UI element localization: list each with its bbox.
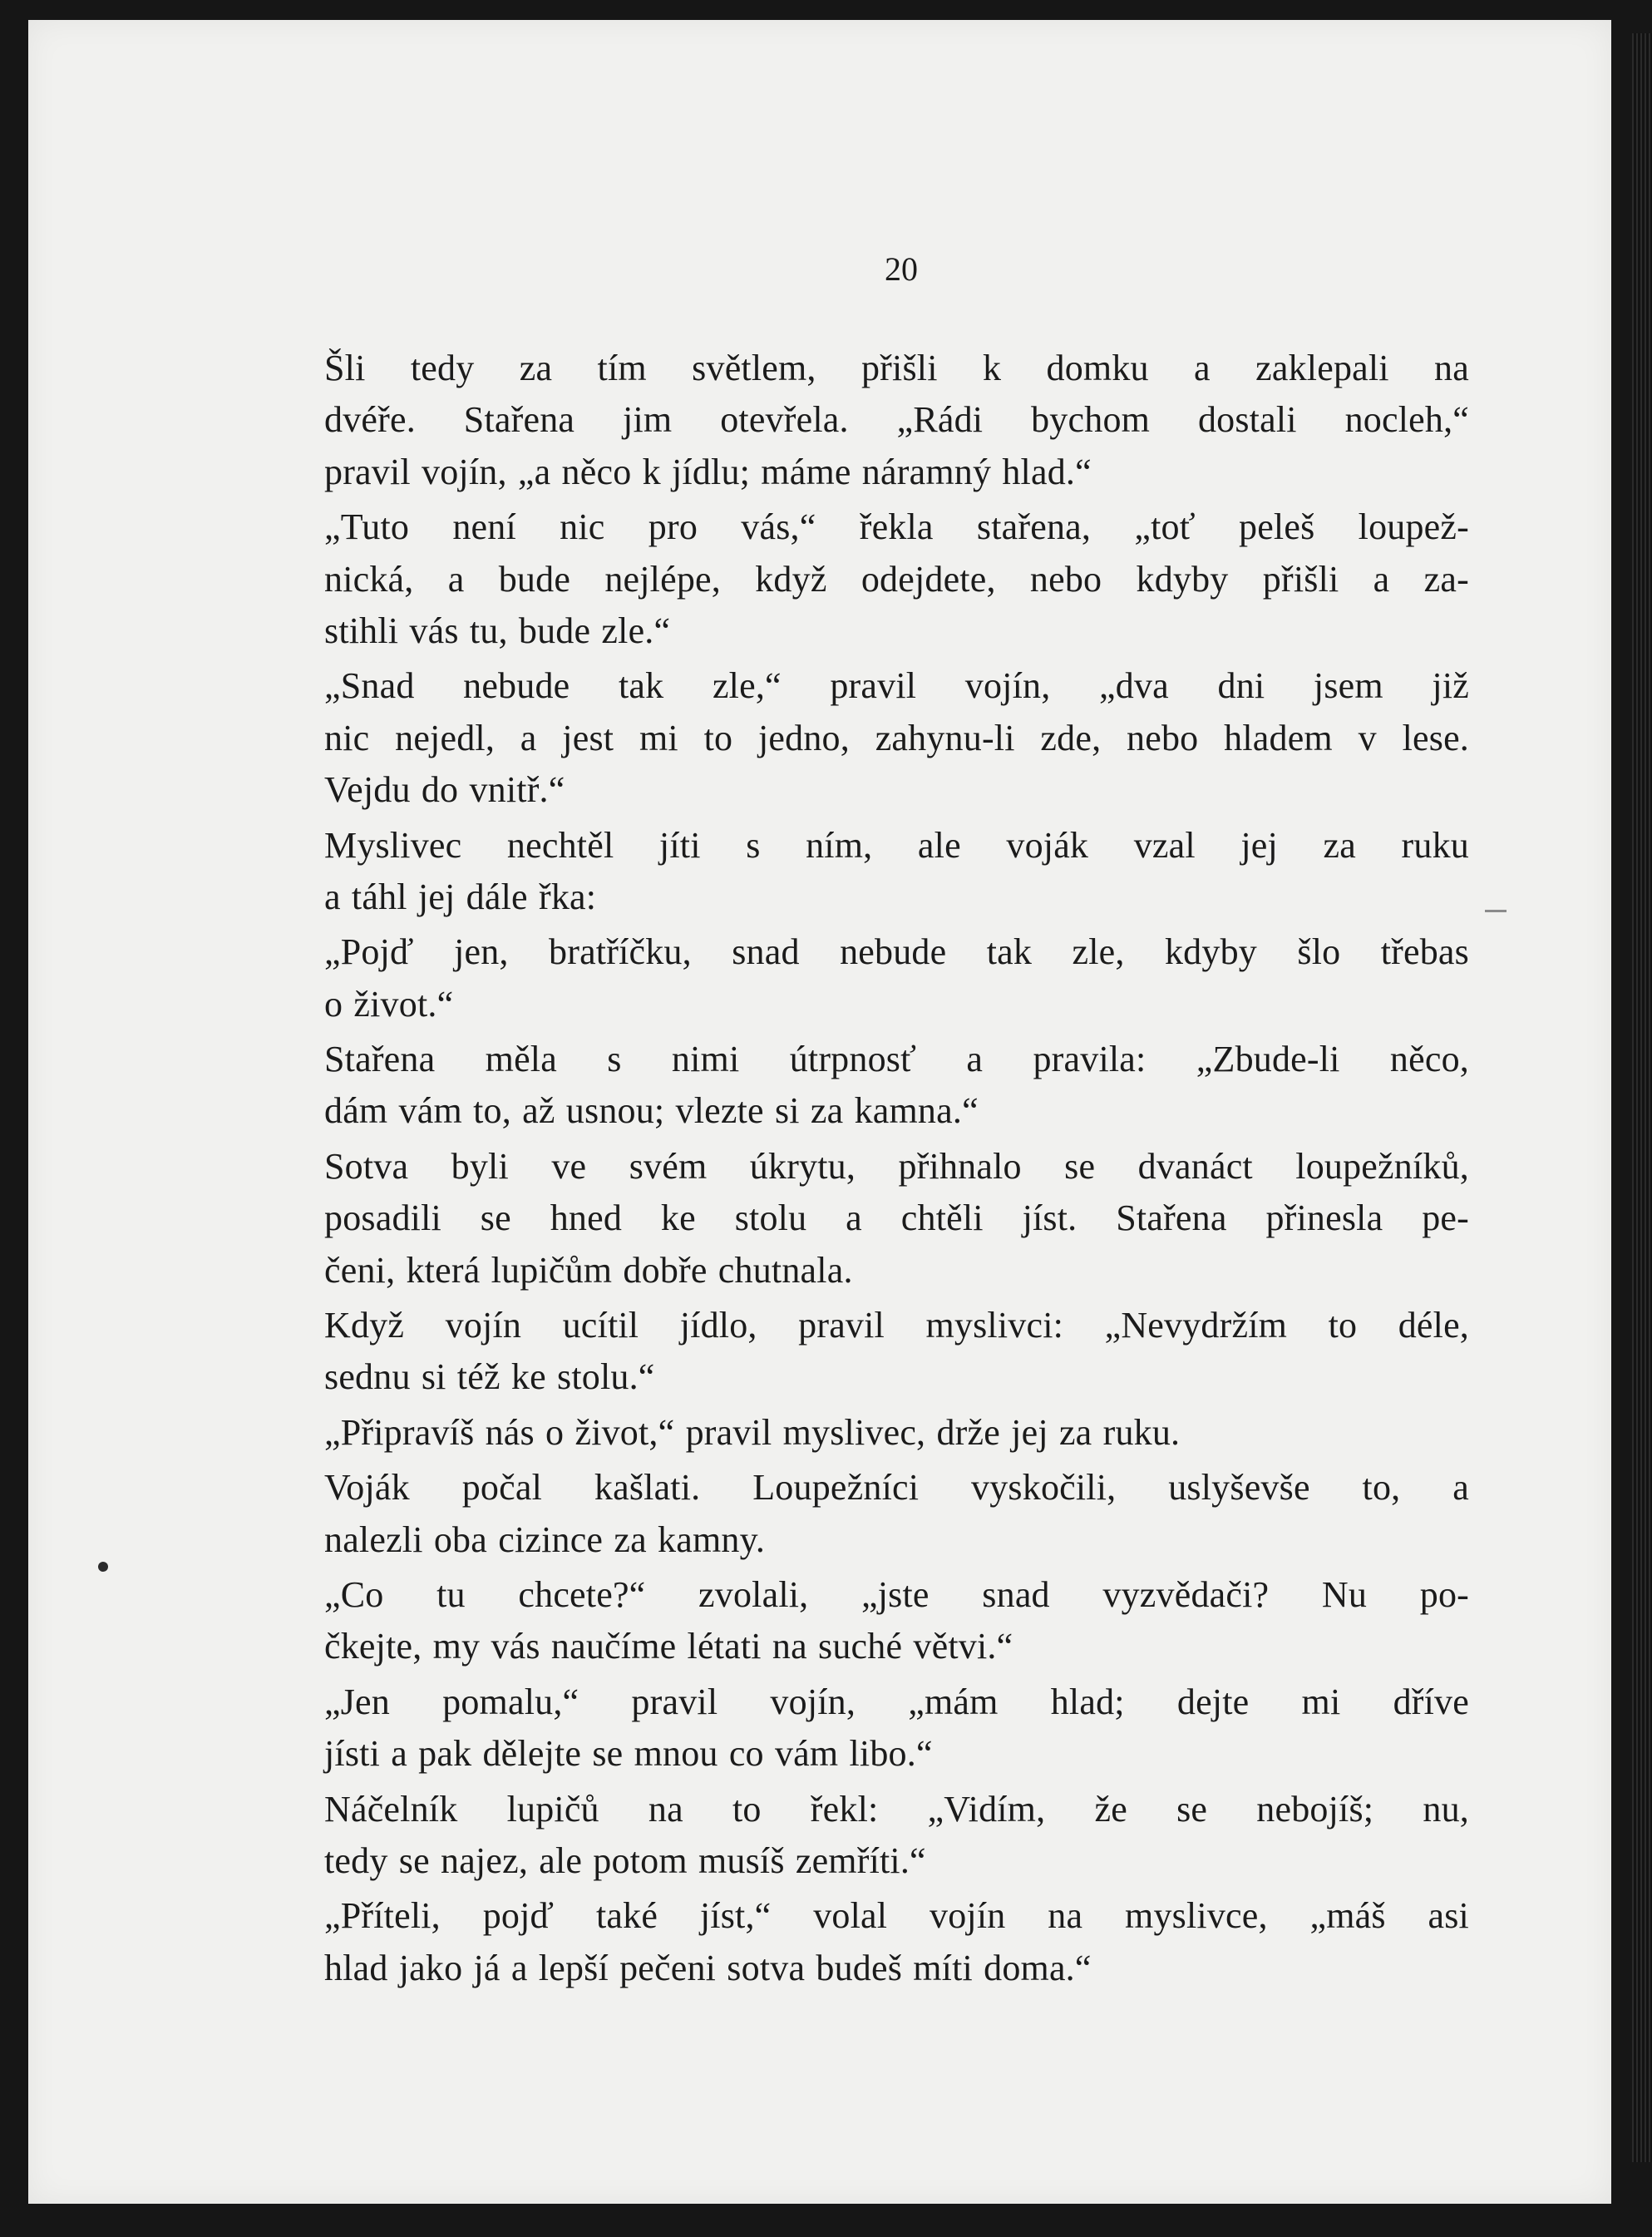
text-line: Šli tedy za tím světlem, přišli k domku a zaklepali na xyxy=(324,348,1469,388)
page-number: 20 xyxy=(885,250,918,288)
text-line: „Snad nebude tak zle,“ pravil vojín, „dva dni jsem již xyxy=(324,665,1469,707)
text-line: nalezli oba cizince za kamny. xyxy=(324,1518,766,1560)
text-line: Vejdu do vnitř.“ xyxy=(324,769,565,811)
paragraph xyxy=(324,501,1469,657)
text-line: Myslivec nechtěl jíti s ním, ale voják vzal jej za ruku xyxy=(324,824,1469,866)
ink-dot xyxy=(98,1562,108,1572)
paragraph xyxy=(324,1141,1469,1296)
text-line: Stařena měla s nimi útrpnosť a pravila: „Zbude-li něco, xyxy=(324,1039,1469,1080)
text-line: „Jen pomalu,“ pravil vojín, „mám hlad; dejte mi dříve xyxy=(324,1681,1469,1722)
paragraph xyxy=(324,1462,1469,1566)
text-line: tedy se najez, ale potom musíš zemříti.“ xyxy=(324,1839,926,1881)
paragraph xyxy=(324,1034,1469,1138)
text-line: Když vojín ucítil jídlo, pravil myslivci: „Nevydržím to déle, xyxy=(324,1305,1469,1346)
paper-sheet xyxy=(28,20,1611,2204)
paragraph xyxy=(324,1784,1469,1888)
paragraph xyxy=(324,1677,1469,1780)
paragraph xyxy=(324,343,1469,498)
text-line: „Co tu chcete?“ zvolali, „jste snad vyzvědači? Nu po- xyxy=(324,1573,1469,1615)
paragraph xyxy=(324,1300,1469,1404)
paragraph xyxy=(324,1569,1469,1673)
text-line: „Připravíš nás o život,“ pravil myslivec, drže jej za ruku. xyxy=(324,1411,1181,1453)
text-line: „Tuto není nic pro vás,“ řekla stařena, „toť peleš loupež- xyxy=(324,506,1469,548)
text-line: jísti a pak dělejte se mnou co vám libo.“ xyxy=(324,1733,933,1775)
page-text xyxy=(324,343,1469,1997)
text-line: čeni, která lupičům dobře chutnala. xyxy=(324,1249,853,1291)
text-line: o život.“ xyxy=(324,983,454,1025)
text-line: sednu si též ke stolu.“ xyxy=(324,1356,655,1398)
text-line: nic nejedl, a jest mi to jedno, zahynu-li zde, nebo hladem v lese. xyxy=(324,717,1469,758)
text-line: pravil vojín, „a něco k jídlu; máme náramný hlad.“ xyxy=(324,451,1092,492)
text-line: dvéře. Stařena jim otevřela. „Rádi bychom dostali nocleh,“ xyxy=(324,399,1469,441)
text-line: nická, a bude nejlépe, když odejdete, nebo kdyby přišli a za- xyxy=(324,558,1469,600)
text-line: dám vám to, až usnou; vlezte si za kamna.“ xyxy=(324,1090,979,1132)
text-line: posadili se hned ke stolu a chtěli jíst. Stařena přinesla pe- xyxy=(324,1198,1469,1239)
text-line: „Pojď jen, bratříčku, snad nebude tak zle, kdyby šlo třebas xyxy=(324,931,1469,973)
paragraph xyxy=(324,660,1469,816)
margin-mark xyxy=(1485,910,1507,912)
text-line: čkejte, my vás naučíme létati na suché větvi.“ xyxy=(324,1626,1013,1667)
paragraph xyxy=(324,820,1469,924)
paragraph xyxy=(324,1407,1469,1459)
text-line: Náčelník lupičů na to řekl: „Vidím, že se nebojíš; nu, xyxy=(324,1788,1469,1830)
text-line: Voják počal kašlati. Loupežníci vyskočili, uslyševše to, a xyxy=(324,1467,1469,1509)
text-line: stihli vás tu, bude zle.“ xyxy=(324,610,671,651)
text-line: „Příteli, pojď také jíst,“ volal vojín na myslivce, „máš asi xyxy=(324,1895,1469,1937)
page-edge xyxy=(1632,33,1652,2162)
text-line: a táhl jej dále řka: xyxy=(324,876,597,917)
paragraph xyxy=(324,926,1469,1030)
text-line: Sotva byli ve svém úkrytu, přihnalo se dvanáct loupežníků, xyxy=(324,1145,1469,1187)
text-line: hlad jako já a lepší pečeni sotva budeš míti doma.“ xyxy=(324,1947,1092,1988)
paragraph xyxy=(324,1890,1469,1994)
